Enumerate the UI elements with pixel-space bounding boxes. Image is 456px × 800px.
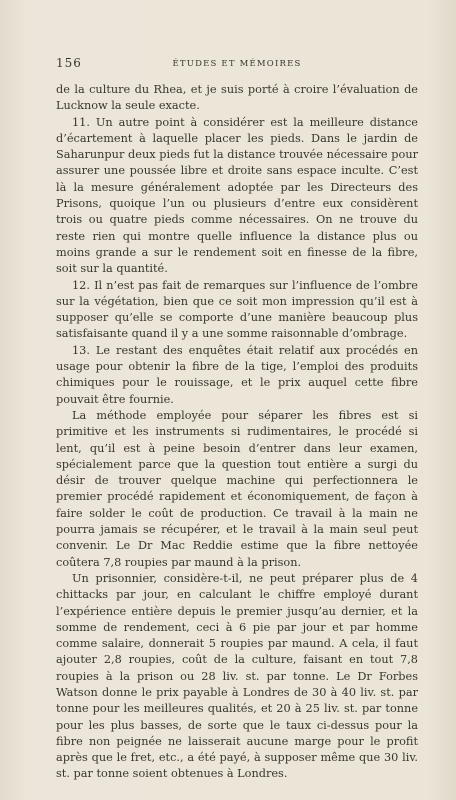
paragraph-11: 11. Un autre point à considérer est la meilleure distance d’écartement à laquelle placer les pieds. Dans le jardin de Saharunpur deux pieds fut la distance trouvée nécessaire pour assurer une poussée libre et droite sans espace inculte. C’est là la mesure généralement adoptée par les Directeurs des Prisons, quoique l’un ou plusieurs d’entre eux considèrent trois ou quatre pieds comme nécessaires. On ne trouve du reste rien qui montre quelle influence la distance plus ou moins grande a sur le rendement soit en finesse de la fibre, soit sur la quantité.: [56, 115, 418, 276]
paragraph-13: 13. Le restant des enquêtes était relatif aux procédés en usage pour obtenir la fibre de la tige, l’emploi des produits chimiques pour le rouissage, et le prix auquel cette fibre pouvait être fournie.: [56, 343, 418, 406]
paragraph-12: 12. Il n’est pas fait de remarques sur l’influence de l’ombre sur la végétation, bien que ce soit mon impression qu’il est à supposer qu’elle se comporte d’une manière beaucoup plus satisfaisante quand il y a une somme raisonnable d’ombrage.: [56, 278, 418, 341]
paragraph-method: La méthode employée pour séparer les fibres est si primitive et les instruments si rudimentaires, le procédé si lent, qu’il est à peine besoin d’entrer dans leur examen, spécialement parce que la question tout entière a surgi du désir de trouver quelque machine qui perfectionnera le premier procédé rapidement et économiquement, de façon à faire solder le coût de production. Ce travail à la main ne pourra jamais se récupérer, et le travail à la main seul peut convenir. Le Dr Mac Reddie estime que la fibre nettoyée coûtera 7,8 roupies par maund à la prison.: [56, 408, 418, 569]
body-text: [56, 82, 418, 783]
running-title: ÉTUDES ET MÉMOIRES: [172, 59, 302, 69]
paragraph-prisoner: Un prisonnier, considère-t-il, ne peut préparer plus de 4 chittacks par jour, en calculant le chiffre employé durant l’expérience entière depuis le premier jusqu’au dernier, et la somme de rendement, ceci à 6 pie par jour et par homme comme salaire, donnerait 5 roupies par maund. A cela, il faut ajouter 2,8 roupies, coût de la culture, faisant en tout 7,8 roupies à la prison ou 28 liv. st. par tonne. Le Dr Forbes Watson donne le prix payable à Londres de 30 à 40 liv. st. par tonne pour les meilleures qualités, et 20 à 25 liv. st. par tonne pour les plus basses, de sorte que le taux ci-dessus pour la fibre non peignée ne laisserait aucune marge pour le profit après que le fret, etc., a été payé, à supposer même que 30 liv. st. par tonne soient obtenues à Londres.: [56, 571, 418, 781]
paragraph-continuation: de la culture du Rhea, et je suis porté à croire l’évaluation de Lucknow la seule exacte.: [56, 83, 418, 113]
page-number: 156: [56, 56, 82, 70]
page-header: [56, 58, 418, 72]
